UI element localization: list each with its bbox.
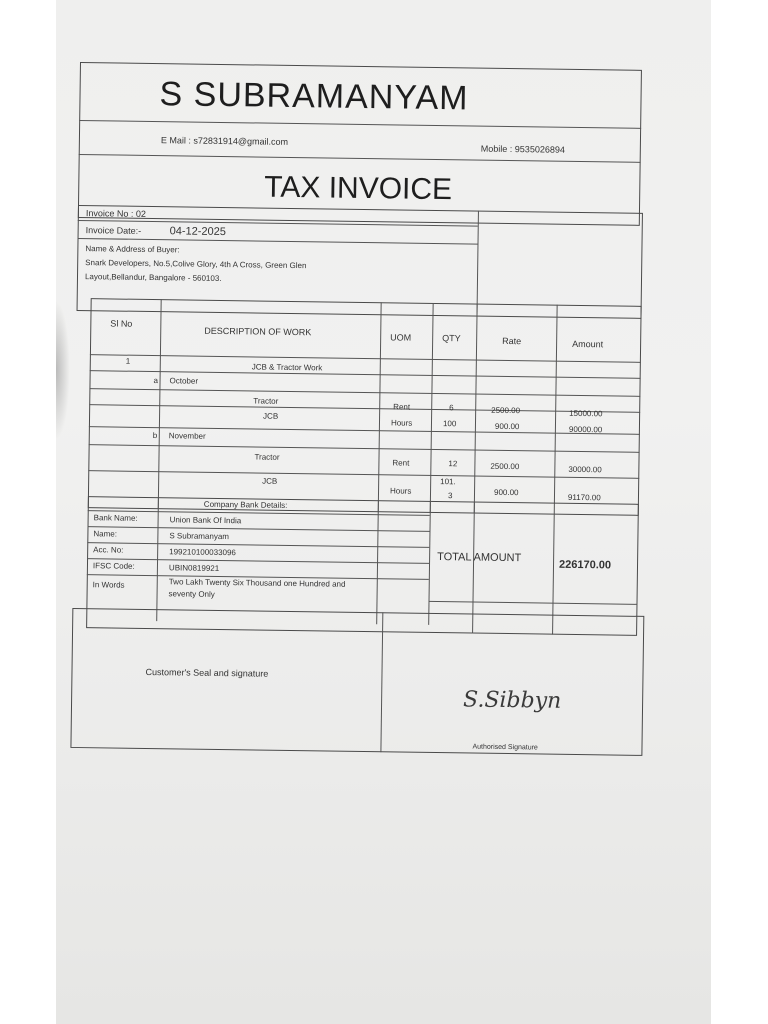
row-amount: 90000.00 [568, 424, 603, 435]
in-words-line2: seventy Only [168, 589, 215, 599]
col-header-uom: UOM [390, 332, 412, 343]
sub-b-label: b [152, 431, 158, 441]
row-rate: 900.00 [494, 421, 520, 432]
bank-name-label: Bank Name: [93, 513, 138, 523]
account-number-value: 199210100033096 [169, 547, 236, 558]
in-words-label: In Words [92, 580, 125, 590]
row-qty: 6 [449, 403, 454, 413]
sub-a-month: October [169, 376, 199, 386]
row-amount: 15000.00 [569, 408, 603, 419]
mobile-text: Mobile : 9535026894 [480, 143, 565, 155]
sub-b-month: November [168, 431, 206, 441]
col-header-qty: QTY [442, 333, 461, 344]
account-name-label: Name: [93, 529, 118, 539]
row-amount: 91170.00 [567, 492, 601, 503]
row-desc: JCB [263, 411, 279, 421]
row-rate: 900.00 [493, 487, 519, 498]
buyer-label: Name & Address of Buyer: [85, 244, 180, 255]
row-desc: Tractor [253, 396, 279, 406]
row-qty-line2: 3 [447, 491, 453, 501]
col-header-amount: Amount [572, 338, 604, 350]
item-title: JCB & Tractor Work [251, 362, 323, 373]
buyer-address-line1: Snark Developers, No.5,Colive Glory, 4th A Cross, Green Glen [85, 258, 307, 271]
row-desc: JCB [262, 476, 278, 486]
signature-frame [70, 608, 644, 756]
col-header-sl: Sl No [110, 318, 133, 329]
row-desc: Tractor [254, 452, 280, 462]
authorised-signature-label: Authorised Signature [472, 743, 538, 752]
row-uom: Rent [392, 458, 410, 468]
items-table [88, 298, 642, 516]
total-amount-label: TOTAL AMOUNT [437, 551, 522, 565]
row-qty-line1: 101. [440, 477, 456, 487]
email-text: E Mail : s72831914@gmail.com [160, 135, 289, 147]
row-qty: 12 [448, 459, 458, 469]
in-words-line1: Two Lakh Twenty Six Thousand one Hundred and [168, 577, 346, 589]
invoice-number: Invoice No : 02 [85, 208, 147, 219]
total-amount-value: 226170.00 [558, 558, 612, 572]
account-number-label: Acc. No: [93, 545, 124, 555]
sub-a-label: a [153, 376, 159, 386]
buyer-address-line2: Layout,Bellandur, Bangalore - 560103. [84, 272, 222, 283]
row-rate: 2500.00 [490, 461, 520, 472]
customer-seal-label: Customer's Seal and signature [145, 666, 269, 679]
col-header-description: DESCRIPTION OF WORK [204, 325, 312, 338]
invoice-document [70, 62, 654, 770]
invoice-date-label: Invoice Date:- [85, 225, 142, 236]
ifsc-value: UBIN0819921 [168, 563, 220, 573]
account-name-value: S Subramanyam [169, 531, 230, 542]
finger-shadow [56, 300, 70, 440]
bank-name-value: Union Bank Of India [169, 515, 242, 526]
row-amount: 30000.00 [568, 464, 602, 475]
col-header-rate: Rate [502, 335, 522, 347]
bank-heading: Company Bank Details: [203, 499, 288, 510]
handwritten-signature: S.Sibbyn [462, 687, 562, 714]
company-name: S SUBRAMANYAM [159, 75, 469, 118]
invoice-date-value: 04-12-2025 [169, 225, 227, 239]
row-uom: Hours [390, 418, 413, 428]
ifsc-label: IFSC Code: [92, 561, 135, 571]
row-uom: Hours [389, 486, 412, 496]
row-uom: Rent [393, 402, 411, 412]
item-number: 1 [125, 356, 131, 366]
row-rate: 2500.00 [491, 405, 521, 416]
row-qty: 100 [442, 419, 457, 429]
document-title: TAX INVOICE [264, 170, 453, 207]
